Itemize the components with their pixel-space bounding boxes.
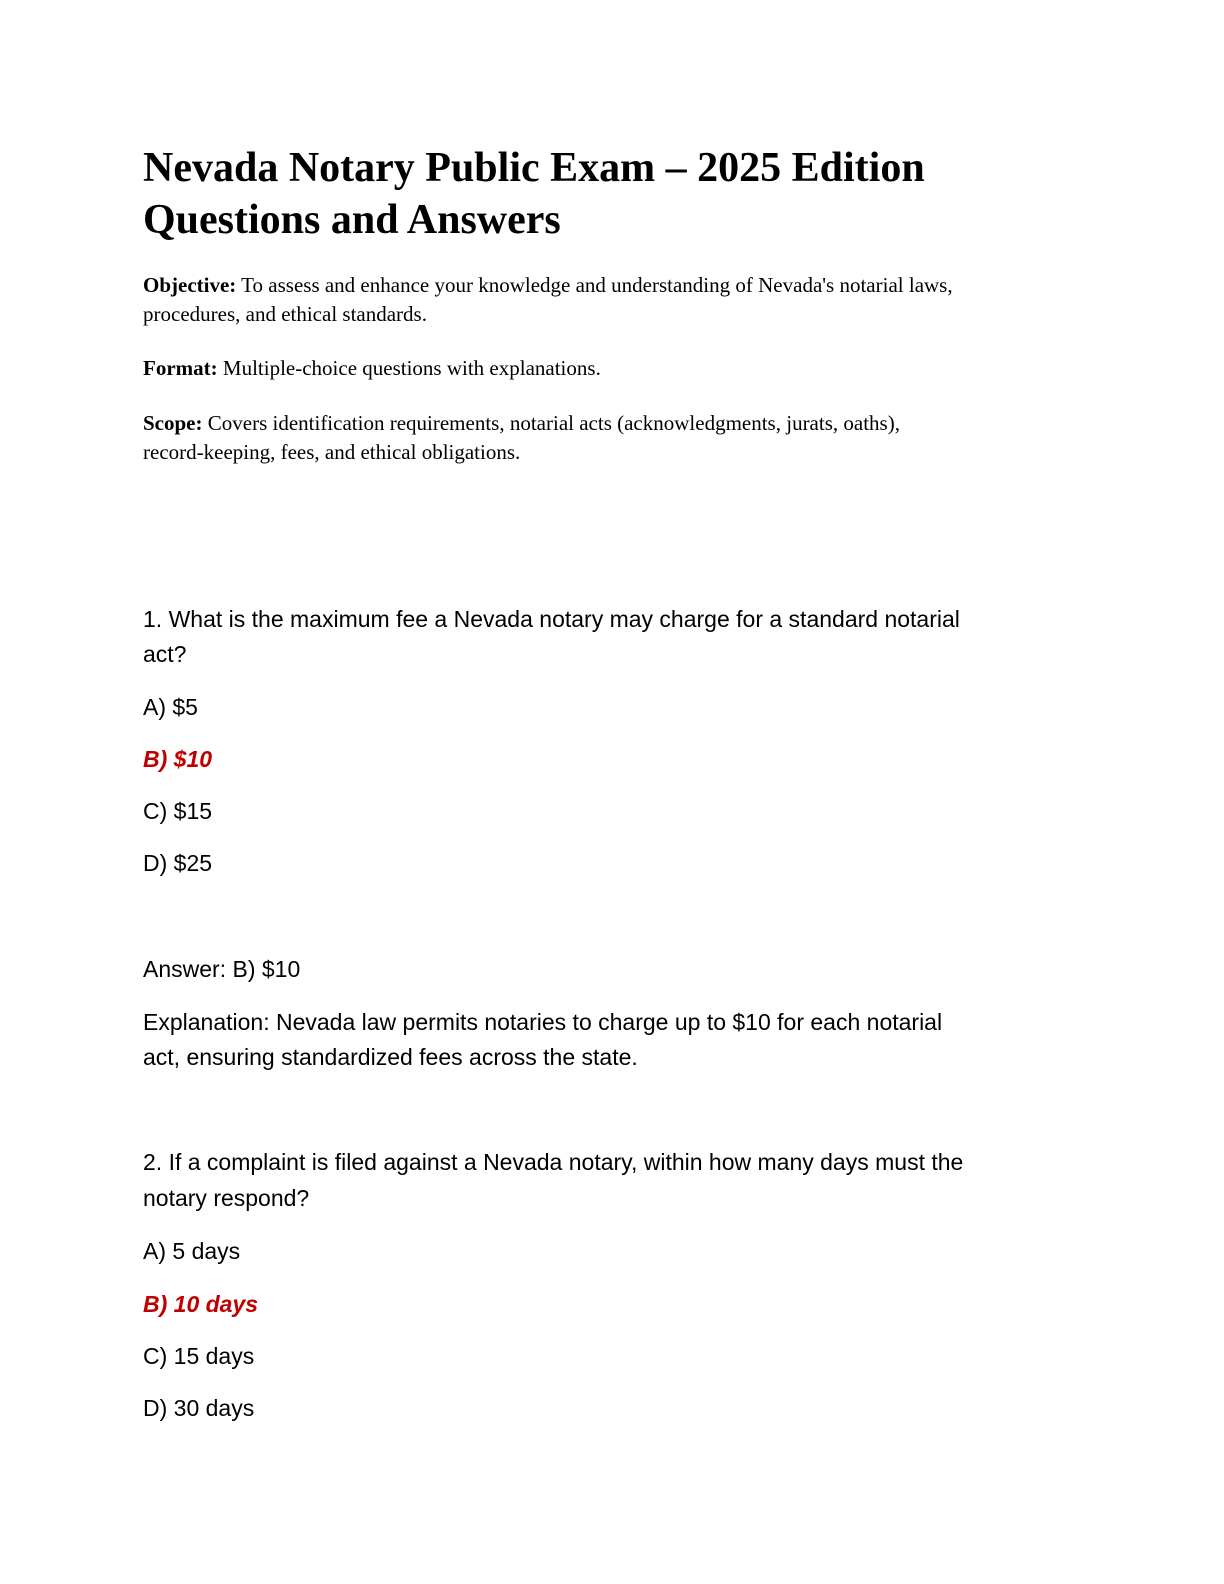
scope-paragraph — [143, 409, 1083, 467]
question-1-answer: Answer: B) $10 — [143, 956, 301, 982]
format-paragraph — [143, 354, 1083, 383]
title-line-1: Nevada Notary Public Exam – 2025 Edition — [143, 145, 925, 191]
page-title — [143, 142, 1103, 246]
question-1-explanation: Explanation: Nevada law permits notaries to charge up to $10 for each notarial — [143, 1009, 943, 1035]
objective-label: Objective: — [143, 273, 237, 297]
objective-text: To assess and enhance your knowledge and understanding of Nevada's notarial laws, — [236, 273, 953, 297]
objective-text-2: procedures, and ethical standards. — [143, 302, 427, 326]
format-text: Multiple-choice questions with explanations. — [217, 356, 601, 380]
scope-label: Scope: — [143, 411, 203, 435]
question-2-text-cont: notary respond? — [143, 1185, 310, 1211]
title-line-2: Questions and Answers — [143, 197, 561, 243]
question-1-text-cont: act? — [143, 641, 187, 667]
objective-paragraph — [143, 271, 1083, 329]
question-2-option-d: D) 30 days — [143, 1395, 255, 1421]
question-1-option-c: C) $15 — [143, 798, 213, 824]
question-1-text: 1. What is the maximum fee a Nevada notary may charge for a standard notarial — [143, 606, 960, 632]
question-1-option-b-correct: B) $10 — [143, 746, 213, 772]
scope-text: Covers identification requirements, notarial acts (acknowledgments, jurats, oaths), — [202, 411, 900, 435]
question-1-explanation-cont: act, ensuring standardized fees across the state. — [143, 1044, 638, 1070]
question-2-option-b-correct: B) 10 days — [143, 1291, 259, 1317]
question-1-option-d: D) $25 — [143, 850, 213, 876]
scope-text-2: record-keeping, fees, and ethical obligations. — [143, 440, 521, 464]
question-1-option-a: A) $5 — [143, 694, 198, 720]
format-label: Format: — [143, 356, 218, 380]
question-2-option-c: C) 15 days — [143, 1343, 255, 1369]
question-2-text: 2. If a complaint is filed against a Nevada notary, within how many days must the — [143, 1149, 964, 1175]
question-2-option-a: A) 5 days — [143, 1238, 241, 1264]
